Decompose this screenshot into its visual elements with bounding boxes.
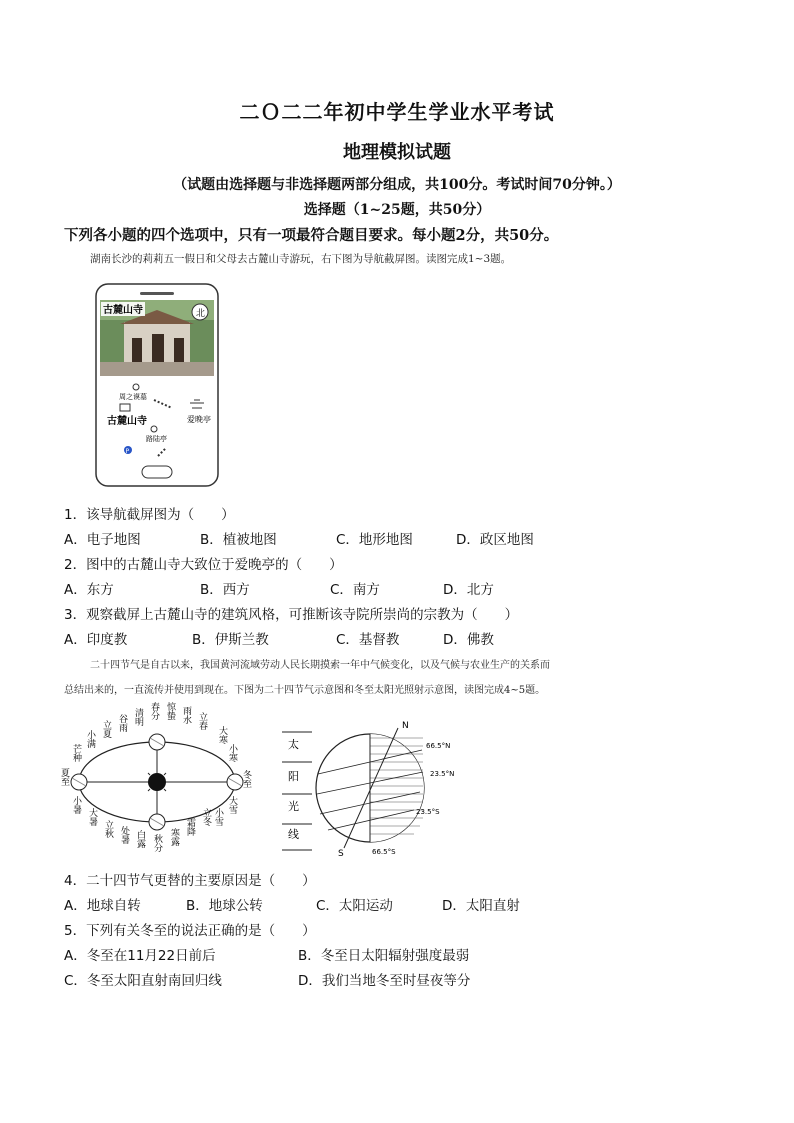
label-south: S	[338, 849, 344, 859]
map-label-tomb: 周之谟墓	[119, 393, 147, 401]
exam-note: （试题由选择题与非选择题两部分组成，共100分。考试时间70分钟。）	[173, 177, 621, 193]
map-label-temple: 古麓山寺	[107, 416, 147, 427]
term-chunfen: 春分	[149, 702, 159, 720]
term-jingzhe: 惊蛰	[165, 702, 175, 720]
term-yushui: 雨水	[181, 706, 191, 724]
q4-option-c[interactable]: C．太阳运动	[316, 898, 393, 914]
term-shuangjiang: 霜降	[185, 818, 195, 836]
question-4-stem: 4．二十四节气更替的主要原因是（ ）	[64, 873, 316, 889]
q3-option-b[interactable]: B．伊斯兰教	[192, 632, 269, 648]
q1-option-d[interactable]: D．政区地图	[456, 532, 534, 548]
q5-option-c[interactable]: C．冬至太阳直射南回归线	[64, 973, 222, 989]
q1-option-b[interactable]: B．植被地图	[200, 532, 277, 548]
q2-option-d[interactable]: D．北方	[443, 582, 494, 598]
term-xiaohan: 小寒	[227, 744, 237, 762]
q4-option-a[interactable]: A．地球自转	[64, 898, 141, 914]
map-label-pavilion: 爱晚亭	[187, 415, 211, 424]
term-xiaoman: 小满	[85, 730, 95, 748]
term-bailu: 白露	[135, 830, 145, 848]
parking-label: P	[125, 448, 130, 455]
q3-option-c[interactable]: C．基督教	[336, 632, 400, 648]
intro-2-line-1: 二十四节气是自古以来，我国黄河流域劳动人民长期摸索一年中气候变化，以及气候与农业生产的关系而	[90, 660, 550, 671]
label-23S: 23.5°S	[416, 808, 440, 816]
sunlight-figure	[280, 718, 480, 860]
term-chushu: 处暑	[119, 826, 129, 844]
instruction: 下列各小题的四个选项中，只有一项最符合题目要求。每小题2分，共50分。	[64, 227, 559, 244]
phone-home-button	[142, 466, 172, 478]
term-xiazhi: 夏至	[59, 768, 69, 786]
question-2-stem: 2．图中的古麓山寺大致位于爱晚亭的（ ）	[64, 557, 343, 573]
q4-option-d[interactable]: D．太阳直射	[442, 898, 520, 914]
label-66N: 66.5°N	[426, 742, 451, 750]
q5-option-b[interactable]: B．冬至日太阳辐射强度最弱	[298, 948, 470, 964]
north-label: 北	[196, 309, 206, 319]
temple-photo-label: 古麓山寺	[103, 305, 143, 316]
term-liqiu: 立秋	[103, 820, 113, 838]
term-lixia: 立夏	[101, 720, 111, 738]
q1-option-c[interactable]: C．地形地图	[336, 532, 413, 548]
terms-top	[117, 701, 208, 732]
term-dongzhi: 冬至	[241, 770, 251, 788]
phone-speaker	[140, 292, 174, 295]
question-5-stem: 5．下列有关冬至的说法正确的是（ ）	[64, 923, 316, 939]
intro-2-line-2: 总结出来的，一直流传并使用到现在。下图为二十四节气示意图和冬至太阳光照射示意图，读图完成4~5题。	[64, 685, 546, 696]
sun-char-2: 阳	[288, 770, 299, 783]
label-north: N	[402, 721, 409, 731]
map-label-kiosk: 路陆亭	[146, 435, 167, 443]
q3-option-a[interactable]: A．印度教	[64, 632, 128, 648]
term-lidong: 立冬	[201, 808, 211, 826]
term-mangzhong: 芒种	[71, 744, 81, 762]
solar-terms-figure	[59, 700, 252, 864]
term-daxue: 大雪	[227, 796, 237, 814]
q4-option-b[interactable]: B．地球公转	[186, 898, 263, 914]
sun-icon	[148, 773, 166, 791]
term-lichun: 立春	[197, 712, 207, 730]
term-qiufen: 秋分	[152, 834, 162, 852]
sun-char-4: 线	[288, 828, 299, 841]
question-1-stem: 1．该导航截屏图为（ ）	[64, 507, 235, 523]
label-23N: 23.5°N	[430, 770, 455, 778]
subject-title: 地理模拟试题	[343, 142, 451, 163]
term-xiaoxue: 小雪	[213, 808, 223, 826]
term-dahan: 大寒	[217, 726, 227, 744]
sun-char-3: 光	[288, 800, 299, 813]
term-dashu: 大暑	[87, 808, 97, 826]
term-hanlu: 寒露	[169, 828, 179, 846]
terms-left	[59, 719, 112, 826]
q2-option-a[interactable]: A．东方	[64, 582, 114, 598]
phone-figure	[94, 282, 220, 488]
q5-option-a[interactable]: A．冬至在11月22日前后	[64, 948, 216, 964]
term-guyu: 谷雨	[117, 714, 127, 732]
term-xiaoshu: 小暑	[71, 796, 81, 814]
q5-option-d[interactable]: D．我们当地冬至时昼夜等分	[298, 973, 471, 989]
section-heading: 选择题（1~25题，共50分）	[303, 202, 491, 218]
question-3-stem: 3．观察截屏上古麓山寺的建筑风格，可推断该寺院所崇尚的宗教为（ ）	[64, 607, 519, 623]
term-qingming: 清明	[133, 708, 143, 726]
sun-char-1: 太	[288, 738, 299, 751]
label-66S: 66.5°S	[372, 848, 396, 856]
q3-option-d[interactable]: D．佛教	[443, 632, 494, 648]
q2-option-c[interactable]: C．南方	[330, 582, 380, 598]
intro-1: 湖南长沙的莉莉五一假日和父母去古麓山寺游玩，右下图为导航截屏图。读图完成1~3题。	[90, 253, 512, 265]
q1-option-a[interactable]: A．电子地图	[64, 532, 141, 548]
q2-option-b[interactable]: B．西方	[200, 582, 250, 598]
exam-title: 二Ｏ二二年初中学生学业水平考试	[239, 100, 555, 124]
